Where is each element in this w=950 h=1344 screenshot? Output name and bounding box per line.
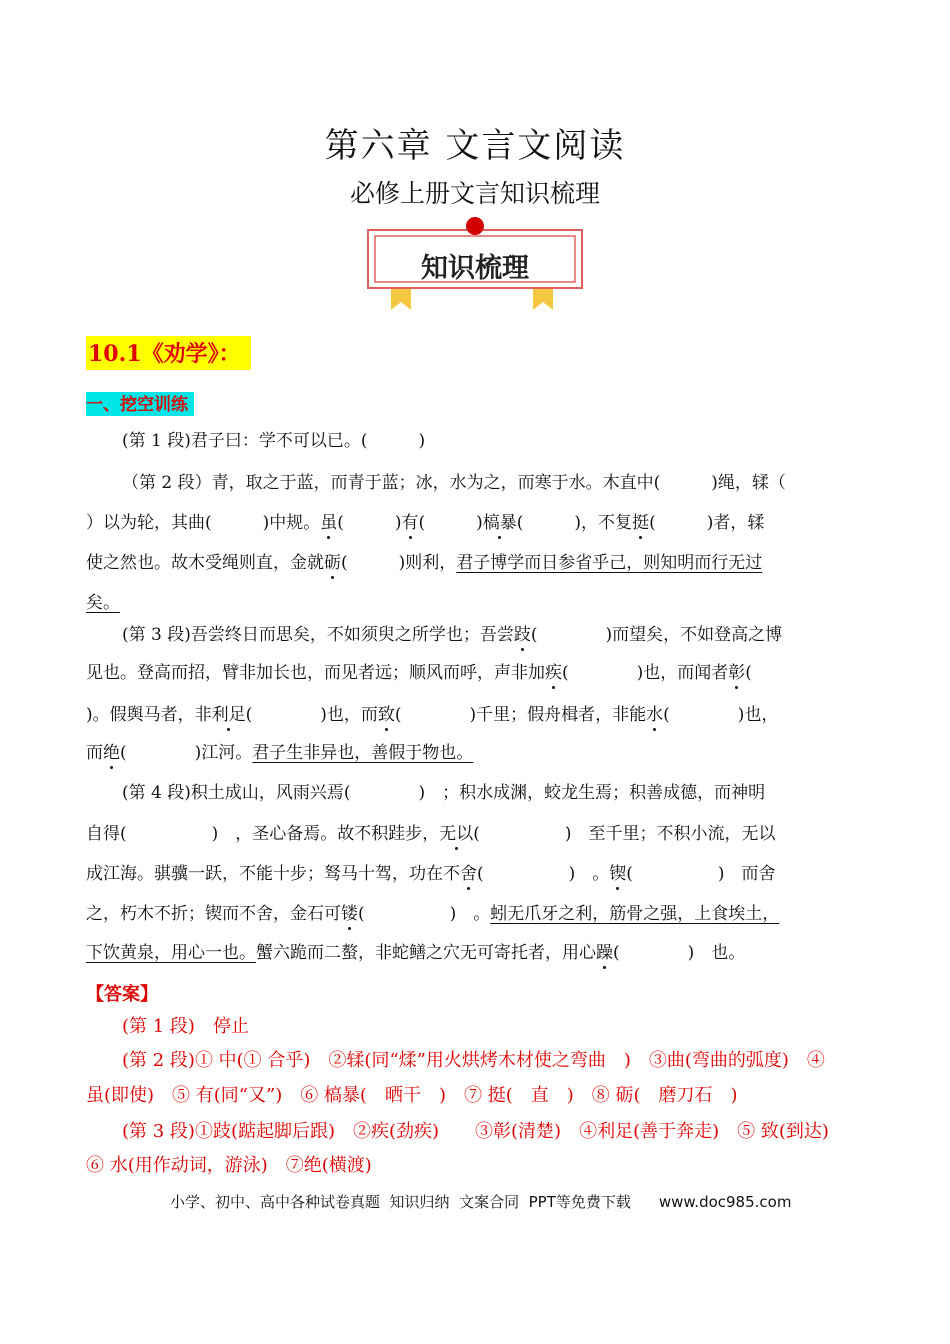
text-run: ( )，不复 [516, 513, 633, 533]
paragraph-3-line-4 [86, 742, 473, 764]
paragraph-4-line-2 [86, 823, 776, 845]
dotted-char: 有 [401, 513, 419, 533]
knowledge-badge [365, 216, 585, 311]
blank: ( )则利， [341, 553, 457, 573]
blank: ( ) 至千里；不积小流，无以 [473, 824, 776, 844]
answer-paragraph-3-line-2: ⑥ 水(用作动词，游泳) ⑦绝(横渡) [86, 1155, 372, 1176]
blank: ( )江河。 [120, 743, 253, 763]
paragraph-4-line-4 [86, 903, 779, 925]
dotted-char: 砺 [324, 553, 341, 573]
text-run: 之，朽木不折；锲而不舍，金石可 [86, 904, 341, 924]
blank: ( )千里；假舟楫者，非能 [394, 705, 647, 725]
paragraph-2-line-1: （第 2 段）青，取之于蓝，而青于蓝；冰，水为之，而寒于水。木直中( )绳，𫐓（ [122, 473, 786, 493]
answer-paragraph-3-line-1: (第 3 段)①跂(踮起脚后跟) ②疾(劲疾) ③彰(清楚) ④利足(善于奔走) ⑤ 致(到达) [122, 1121, 829, 1142]
dotted-char: 躁 [596, 943, 613, 963]
dotted-char: 水 [646, 705, 664, 725]
answer-paragraph-1: (第 1 段) 停止 [122, 1016, 249, 1037]
blank: ( ) 。 [477, 864, 610, 884]
blank: ( ) 也。 [613, 943, 746, 963]
text-run: 使之然也。故木受绳则直，金就 [86, 553, 324, 573]
dotted-char: 槁暴 [482, 513, 517, 533]
text-run: 自得( ) ，圣心备焉。故不积跬步， [86, 824, 440, 844]
text-run: 而 [86, 743, 103, 763]
blank: ( )也，而闻者 [562, 663, 729, 683]
text-run: 见也。登高而招，臂非加长也，而见者远；顺风而呼，声非加 [86, 663, 545, 683]
answer-paragraph-2-line-1: (第 2 段)① 中(① 合乎) ②𫐓(同“煣”用火烘烤木材使之弯曲 ) ③曲(弯曲的弧度) ④ [122, 1050, 825, 1071]
page-footer [170, 1191, 791, 1212]
dotted-char: 虽 [320, 513, 338, 533]
dotted-char: 利足 [211, 705, 246, 725]
dotted-char: 挺 [632, 513, 650, 533]
text-run: 成江海。骐骥一跃，不能十步；驽马十驾，功在不 [86, 864, 460, 884]
dotted-char: 疾 [545, 663, 562, 683]
underlined-sentence: 君子博学而日参省乎己，则知明而行无过 [456, 553, 763, 573]
blank: ( )也，而 [245, 705, 378, 725]
answer-label: 【答案】 [86, 984, 158, 1005]
dotted-char: 跂 [513, 625, 531, 645]
dotted-char: 无以 [439, 824, 474, 844]
dotted-char: 绝 [103, 743, 120, 763]
subsection-heading: 一、挖空训练 [86, 392, 194, 416]
blank: ( )而望矣，不如登高之博 [530, 625, 783, 645]
dotted-char: 锲 [609, 864, 627, 884]
text-run: ( [745, 663, 752, 683]
text-run: (第 3 段)吾尝终日而思矣，不如须臾之所学也；吾尝 [122, 625, 514, 645]
paragraph-3-line-2 [86, 662, 752, 684]
underlined-sentence: 君子生非异也，善假于物也。 [252, 743, 474, 763]
underlined-sentence: 蚓无爪牙之利，筋骨之强，上食埃土， [490, 904, 780, 924]
chapter-subtitle: 必修上册文言知识梳理 [349, 179, 600, 208]
dotted-char: 致 [377, 705, 395, 725]
text-run: ( )者，𫐓 [649, 513, 765, 533]
paragraph-2-line-3 [86, 552, 762, 574]
text-run: 蟹六跪而二螯，非蛇鳝之穴无可寄托者，用心 [256, 943, 596, 963]
paragraph-2-line-4: 矣。 [86, 593, 120, 613]
paragraph-3-line-3 [86, 704, 778, 726]
paragraph-4-line-1: (第 4 段)积土成山，风雨兴焉( ) ；积水成渊，蛟龙生焉；积善成德，而神明 [122, 783, 766, 803]
underlined-sentence: 下饮黄泉，用心一也。 [86, 943, 256, 963]
blank: ( )也， [663, 705, 779, 725]
blank: ( ) 。 [358, 904, 491, 924]
paragraph-2-line-2 [86, 512, 764, 534]
paragraph-4-line-5 [86, 942, 745, 964]
blank: ( ) [418, 513, 483, 533]
blank: ( ) 而舍 [626, 864, 776, 884]
text-run: )。假舆马者，非 [86, 705, 212, 725]
text-run: ）以为轮，其曲( )中规。 [86, 513, 321, 533]
footer-text: 小学、初中、高中各种试卷真题 知识归纳 文案合同 PPT等免费下载 [170, 1193, 631, 1211]
answer-paragraph-2-line-2: 虽(即使) ⑤ 有(同“又”) ⑥ 槁暴( 晒干 ) ⑦ 挺( 直 ) ⑧ 砺( 磨刀石 ) [86, 1085, 738, 1106]
chapter-title: 第六章 文言文阅读 [324, 126, 626, 166]
dotted-char: 镂 [341, 904, 358, 924]
dotted-char: 舍 [460, 864, 477, 884]
paragraph-4-line-3 [86, 863, 776, 885]
footer-url[interactable]: www.doc985.com [658, 1193, 792, 1211]
section-heading: 10.1《劝学》： [86, 336, 251, 370]
paragraph-3-line-1 [122, 624, 782, 646]
paragraph-1: (第 1 段)君子曰：学不可以已。( ) [122, 431, 426, 451]
blank: ( ) [337, 513, 402, 533]
dotted-char: 彰 [728, 663, 746, 683]
badge-label: 知识梳理 [421, 253, 529, 284]
